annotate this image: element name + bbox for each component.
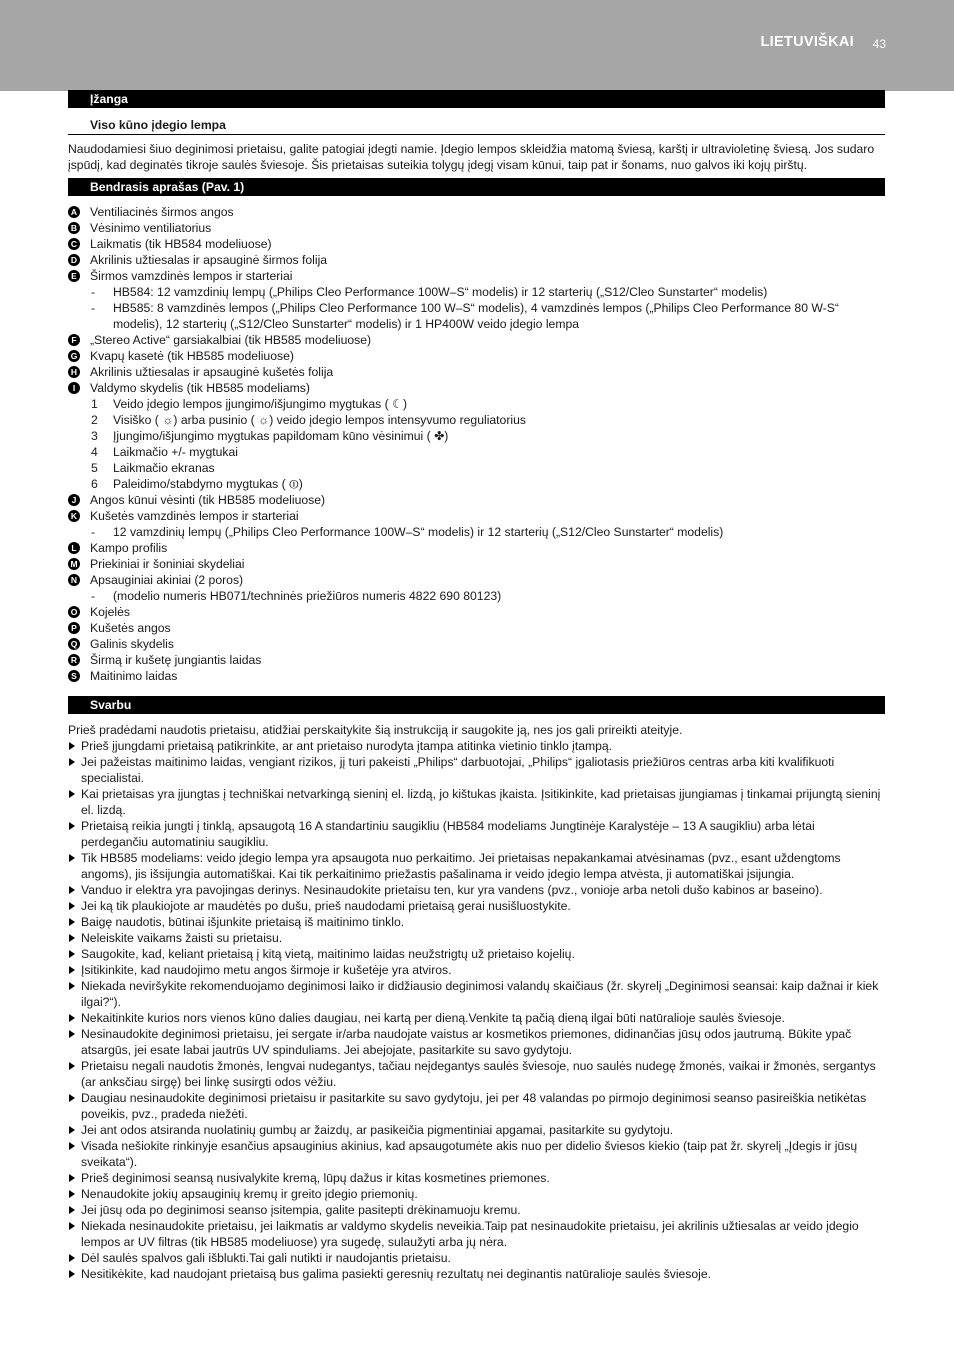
bullet-item: Prieš įjungdami prietaisą patikrinkite, ar ant prietaiso nurodyta įtampa atitinka vietinio tinklo įtampą. bbox=[68, 738, 885, 754]
list-item bbox=[68, 204, 885, 220]
bullet-item: Daugiau nesinaudokite deginimosi prietaisu ir pasitarkite su savo gydytoju, jei per 48 valandas po pirmojo deginimosi seanso pasireiškia netikėtas poveikis, pvz., pradeda niežėti. bbox=[68, 1090, 885, 1122]
item-text: Akrilinis užtiesalas ir apsauginė širmos folija bbox=[90, 253, 328, 267]
list-item bbox=[68, 556, 885, 572]
bullet-item: Prietaisą reikia jungti į tinklą, apsaugotą 16 A standartiniu saugikliu (HB584 modeliams Jungtinėje Karalystėje – 13 A saugikliu) arba lėtai perdegančiu automatiniu saugikliu. bbox=[68, 818, 885, 850]
bullet-item: Dėl saulės spalvos gali išblukti.Tai gali nutikti ir naudojantis prietaisu. bbox=[68, 1250, 885, 1266]
subsection-title: Viso kūno įdegio lempa bbox=[68, 117, 885, 135]
bullet-item: Visada nešiokite rinkinyje esančius apsauginius akinius, kad apsaugotumėte akis nuo per didelio šviesos kiekio (taip pat žr. skyrelį „Įdegis ir jūsų sveikata“). bbox=[68, 1138, 885, 1170]
item-text: Kojelės bbox=[90, 605, 130, 619]
item-number: 2 bbox=[91, 413, 98, 427]
item-text: Laikmačio +/- mygtukai bbox=[113, 445, 238, 459]
list-numbered-item bbox=[68, 476, 885, 492]
item-letter-badge: M bbox=[68, 558, 80, 570]
list-numbered-item bbox=[68, 444, 885, 460]
page-number: 43 bbox=[872, 37, 886, 51]
intro-paragraph: Naudodamiesi šiuo deginimosi prietaisu, galite patogiai įdegti namie. Įdegio lempos skleidžia matomą šviesą, karštį ir ultravioletinę šviesą. Jos sudaro įspūdį, kad deginatės tikroje saulės šviesoje. Šis prietaisas suteikia tolygų įdegį visam kūnui, taip pat ir šonams, nuo galvos iki kojų pirštų. bbox=[68, 142, 875, 172]
item-letter-badge: B bbox=[68, 222, 80, 234]
bullet-item: Prietaisu negali naudotis žmonės, lengvai nudegantys, tačiau neįdegantys saulės šviesoje, nuo saulės nudegę žmonės, vaikai ir žmonės, sergantys (ar anksčiau sirgę) bei linkę susirgti odos vėžiu. bbox=[68, 1058, 885, 1090]
bullet-item: Kai prietaisas yra įjungtas į techniškai netvarkingą sieninį el. lizdą, jo kištukas įkaista. Įsitikinkite, kad prietaisas įjungiamas į tinkamai prijungtą sieninį el. lizdą. bbox=[68, 786, 885, 818]
item-text: (modelio numeris HB071/techninės priežiūros numeris 4822 690 80123) bbox=[113, 589, 502, 603]
item-text: Valdymo skydelis (tik HB585 modeliams) bbox=[90, 381, 310, 395]
bullet-item: Įsitikinkite, kad naudojimo metu angos širmoje ir kušetėje yra atviros. bbox=[68, 962, 885, 978]
item-letter-badge: D bbox=[68, 254, 80, 266]
item-text: Laikmačio ekranas bbox=[113, 461, 215, 475]
bullet-item: Prieš deginimosi seansą nusivalykite kremą, lūpų dažus ir kitas kosmetines priemones. bbox=[68, 1170, 885, 1186]
bullet-item: Jei ant odos atsiranda nuolatinių gumbų ar žaizdų, ar pasikeičia pigmentiniai apgamai, pasitarkite su gydytoju. bbox=[68, 1122, 885, 1138]
item-number: 3 bbox=[91, 429, 98, 443]
bullet-item: Nesitikėkite, kad naudojant prietaisą bus galima pasiekti geresnių rezultatų nei deginantis natūralioje saulės šviesoje. bbox=[68, 1266, 885, 1282]
list-numbered-item bbox=[68, 412, 885, 428]
bullet-item: Jei pažeistas maitinimo laidas, vengiant rizikos, jį turi pakeisti „Philips“ darbuotojai, „Philips“ įgaliotasis priežiūros centras arba kiti kvalifikuoti specialistai. bbox=[68, 754, 885, 786]
item-text: Širmos vamzdinės lempos ir starteriai bbox=[90, 269, 293, 283]
list-numbered-item bbox=[68, 460, 885, 476]
list-item bbox=[68, 220, 885, 236]
item-text: Kušetės angos bbox=[90, 621, 171, 635]
item-letter-badge: P bbox=[68, 622, 80, 634]
item-text: 12 vamzdinių lempų („Philips Cleo Performance 100W–S“ modelis) ir 12 starterių („S12/Cleo Sunstarter“ modelis) bbox=[113, 525, 724, 539]
bullet-item: Vanduo ir elektra yra pavojingas derinys. Nesinaudokite prietaisu ten, kur yra vandens (pvz., vonioje arba netoli dušo kabinos ar baseino). bbox=[68, 882, 885, 898]
item-letter-badge: N bbox=[68, 574, 80, 586]
bullet-item: Jei ką tik plaukiojote ar maudėtės po dušu, prieš naudodami prietaisą gerai nusišluostykite. bbox=[68, 898, 885, 914]
item-text: Veido įdegio lempos įjungimo/išjungimo mygtukas ( ☾) bbox=[113, 397, 408, 411]
bullet-item: Nenaudokite jokių apsauginių kremų ir greito įdegio priemonių. bbox=[68, 1186, 885, 1202]
list-item bbox=[68, 364, 885, 380]
item-text: Akrilinis užtiesalas ir apsauginė kušetės folija bbox=[90, 365, 334, 379]
important-intro: Prieš pradėdami naudotis prietaisu, atidžiai perskaitykite šią instrukciją ir saugokite ją, nes jos gali prireikti ateityje. bbox=[68, 723, 683, 737]
bullet-item: Nekaitinkite kurios nors vienos kūno dalies daugiau, nei kartą per dieną.Venkite tą pačią dieną ilgai būti natūralioje saulės šviesoje. bbox=[68, 1010, 885, 1026]
item-letter-badge: K bbox=[68, 510, 80, 522]
item-text: Visiško ( ☼) arba pusinio ( ☼) veido įdegio lempos intensyvumo reguliatorius bbox=[113, 413, 526, 427]
bullet-item: Jei jūsų oda po deginimosi seanso įsitempia, galite pasitepti drėkinamuoju kremu. bbox=[68, 1202, 885, 1218]
list-item bbox=[68, 252, 885, 268]
item-letter-badge: F bbox=[68, 334, 80, 346]
section-title-intro: Įžanga bbox=[68, 90, 885, 108]
important-list bbox=[68, 738, 885, 1282]
bullet-item: Neleiskite vaikams žaisti su prietaisu. bbox=[68, 930, 885, 946]
item-number: 6 bbox=[91, 477, 98, 491]
item-letter-badge: H bbox=[68, 366, 80, 378]
section-title-important: Svarbu bbox=[68, 696, 885, 714]
list-item bbox=[68, 604, 885, 620]
language-label: LIETUVIŠKAI bbox=[760, 34, 854, 50]
list-numbered-item bbox=[68, 428, 885, 444]
item-text: Laikmatis (tik HB584 modeliuose) bbox=[90, 237, 272, 251]
item-letter-badge: R bbox=[68, 654, 80, 666]
item-text: HB585: 8 vamzdinės lempos („Philips Cleo Performance 100 W–S“ modelis), 4 vamzdinės lempos („Philips Cleo Performance 80 W-S“ modelis), 12 starterių („S12/Cleo Sunstarter“ modelis) ir 1 HP400W veido įdegio lempa bbox=[113, 301, 839, 331]
item-number: 5 bbox=[91, 461, 98, 475]
item-text: Paleidimo/stabdymo mygtukas ( ⏼) bbox=[113, 477, 303, 491]
bullet-item: Niekada neviršykite rekomenduojamo deginimosi laiko ir didžiausio deginimosi valandų skaičiaus (žr. skyrelį „Deginimosi seansai: kaip dažnai ir kiek ilgai?“). bbox=[68, 978, 885, 1010]
item-text: Galinis skydelis bbox=[90, 637, 174, 651]
list-item bbox=[68, 636, 885, 652]
bullet-item: Saugokite, kad, keliant prietaisą į kitą vietą, maitinimo laidas neužstrigtų už prietaiso kojelių. bbox=[68, 946, 885, 962]
item-letter-badge: E bbox=[68, 270, 80, 282]
item-letter-badge: L bbox=[68, 542, 80, 554]
item-letter-badge: J bbox=[68, 494, 80, 506]
list-subitem bbox=[68, 284, 885, 300]
list-item bbox=[68, 380, 885, 396]
description-list bbox=[68, 204, 885, 684]
item-text: Įjungimo/išjungimo mygtukas papildomam kūno vėsinimui ( ✤) bbox=[113, 429, 449, 443]
item-letter-badge: Q bbox=[68, 638, 80, 650]
item-text: Kampo profilis bbox=[90, 541, 168, 555]
item-text: Širmą ir kušetę jungiantis laidas bbox=[90, 653, 262, 667]
item-letter-badge: O bbox=[68, 606, 80, 618]
list-item bbox=[68, 492, 885, 508]
page-header-band bbox=[0, 0, 954, 91]
bullet-item: Nesinaudokite deginimosi prietaisu, jei sergate ir/arba naudojate vaistus ar kosmetikos priemones, didinančias jūsų odos jautrumą. Būkite ypač atsargūs, jei esate labai jautrūs UV spinduliams. Jei abejojate, pasitarkite su savo gydytoju. bbox=[68, 1026, 885, 1058]
list-subitem bbox=[68, 524, 885, 540]
item-text: „Stereo Active“ garsiakalbiai (tik HB585 modeliuose) bbox=[90, 333, 372, 347]
list-numbered-item bbox=[68, 396, 885, 412]
list-item bbox=[68, 572, 885, 588]
list-item bbox=[68, 668, 885, 684]
list-item bbox=[68, 508, 885, 524]
item-number: 4 bbox=[91, 445, 98, 459]
bullet-item: Baigę naudotis, būtinai išjunkite prietaisą iš maitinimo tinklo. bbox=[68, 914, 885, 930]
item-letter-badge: G bbox=[68, 350, 80, 362]
list-item bbox=[68, 268, 885, 284]
list-item bbox=[68, 652, 885, 668]
item-letter-badge: A bbox=[68, 206, 80, 218]
item-text: Priekiniai ir šoniniai skydeliai bbox=[90, 557, 245, 571]
item-text: Kvapų kasetė (tik HB585 modeliuose) bbox=[90, 349, 294, 363]
list-item bbox=[68, 236, 885, 252]
item-text: HB584: 12 vamzdinių lempų („Philips Cleo Performance 100W–S“ modelis) ir 12 starterių („S12/Cleo Sunstarter“ modelis) bbox=[113, 285, 768, 299]
bullet-item: Tik HB585 modeliams: veido įdegio lempa yra apsaugota nuo perkaitimo. Jei prietaisas nepakankamai atvėsinamas (pvz., esant uždengtoms angoms), jis išsijungia automatiškai. Kai tik perkaitinimo priežastis pašalinama ir veido įdegio lempa atvėsta, ji automatiškai įsijungia. bbox=[68, 850, 885, 882]
list-item bbox=[68, 620, 885, 636]
list-item bbox=[68, 348, 885, 364]
list-item bbox=[68, 540, 885, 556]
item-text: Angos kūnui vėsinti (tik HB585 modeliuose) bbox=[90, 493, 326, 507]
page-content bbox=[68, 90, 885, 1282]
section-title-description: Bendrasis aprašas (Pav. 1) bbox=[68, 178, 885, 196]
item-letter-badge: S bbox=[68, 670, 80, 682]
item-text: Maitinimo laidas bbox=[90, 669, 178, 683]
item-letter-badge: I bbox=[68, 382, 80, 394]
item-text: Ventiliacinės širmos angos bbox=[90, 205, 234, 219]
list-subitem bbox=[68, 300, 885, 332]
item-letter-badge: C bbox=[68, 238, 80, 250]
item-number: 1 bbox=[91, 397, 98, 411]
item-text: Vėsinimo ventiliatorius bbox=[90, 221, 212, 235]
item-text: Kušetės vamzdinės lempos ir starteriai bbox=[90, 509, 299, 523]
item-text: Apsauginiai akiniai (2 poros) bbox=[90, 573, 244, 587]
list-subitem bbox=[68, 588, 885, 604]
list-item bbox=[68, 332, 885, 348]
bullet-item: Niekada nesinaudokite prietaisu, jei laikmatis ar valdymo skydelis neveikia.Taip pat nesinaudokite prietaisu, jei akrilinis užtiesalas ar veido įdegio lempos ar UV filtras (tik HB585 modeliuose) yra sugedę, sulaužyti arba jų nėra. bbox=[68, 1218, 885, 1250]
